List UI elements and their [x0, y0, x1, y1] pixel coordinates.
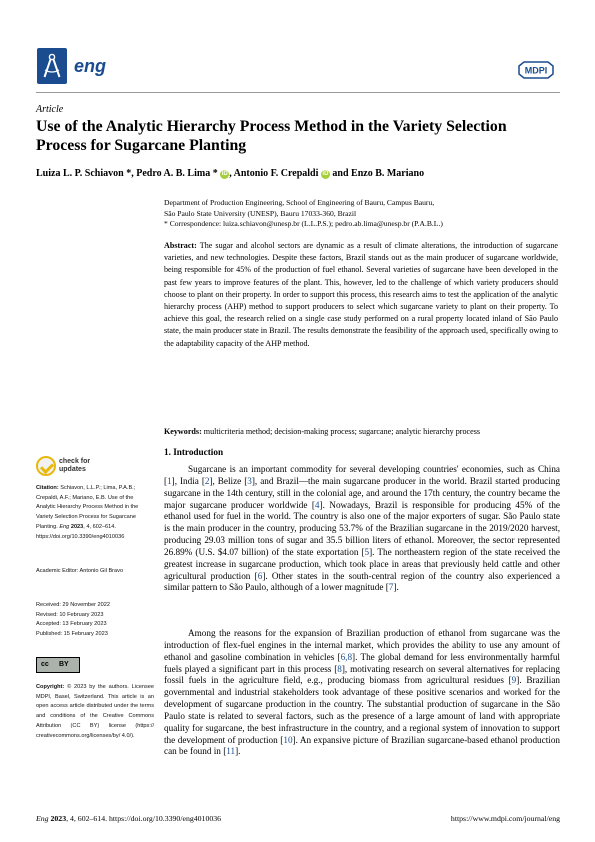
reference-link[interactable]: 2: [204, 475, 210, 486]
reference-link[interactable]: 7: [388, 582, 394, 593]
abstract-label: Abstract:: [164, 241, 197, 250]
cc-by-license-badge[interactable]: [36, 657, 80, 673]
abstract: [164, 240, 558, 350]
citation-label: Citation:: [36, 485, 59, 491]
body-text-run: ]. Nowadays, Brazil is responsible for producing 45% of the ethanol used for fuel in the world. The country is also one of the major exporters of sugar. São Paulo state is the main producer in the country, producing 53.7% of the Brazilian sugarcane in the 2019/2020 harvest, producing 29.03 million tons of sugar and 35.5 billion liters of ethanol. Moreover, the sector represented 26.89% (U.S. $4.07 billion) of the state exportation [: [164, 499, 560, 557]
dates-block: [36, 601, 154, 640]
reference-link[interactable]: 6: [257, 570, 263, 581]
footer-journal: Eng: [36, 814, 49, 823]
keywords-label: Keywords:: [164, 427, 202, 436]
affiliation-line: Department of Production Engineering, School of Engineering of Bauru, Campus Bauru,: [164, 198, 435, 207]
orcid-icon[interactable]: iD: [322, 171, 329, 177]
reference-link[interactable]: 8: [337, 663, 342, 674]
footer-doi[interactable]: , 4, 602–614. https://doi.org/10.3390/eng4010036: [66, 814, 222, 823]
copyright-text: © 2023 by the authors. Licensee MDPI, Basel, Switzerland. This article is an open access article distributed under the terms and conditions of the Creative Commons Attribution (CC BY) license (https:// creativecommons.org/licenses/by/ 4.0/).: [36, 684, 154, 739]
correspondence-line: * Correspondence: luiza.schiavon@unesp.br (L.L.P.S.); pedro.ab.lima@unesp.br (P.A.B.L.): [164, 219, 443, 228]
copyright-block: [36, 683, 154, 741]
header-divider: [36, 92, 560, 93]
citation-text: Schiavon, L.L.P.; Lima, P.A.B.; Crepaldi, A.F.; Mariano, E.B. Use of the Analytic Hierarchy Process Method in the Variety Selection Process for Sugarcane Planting.: [36, 485, 139, 530]
body-text-run: ], motivating research on several alternatives for replacing fossil fuels in the agriculture field, e.g., producing biomass from agricultural residues [: [164, 663, 560, 686]
by-badge-text: BY: [59, 661, 69, 668]
authors-part-3: and Enzo B. Mariano: [329, 168, 425, 179]
footer-year: 2023: [48, 814, 67, 823]
cc-badge-text: cc: [41, 661, 49, 668]
reference-link[interactable]: 3: [247, 475, 252, 486]
date-revised: Revised: 10 February 2023: [36, 611, 104, 618]
reference-link[interactable]: 10: [283, 734, 293, 745]
abstract-text: The sugar and alcohol sectors are dynamic as a result of climate alterations, the introduction of sugarcane varieties, and new technologies. Despite these factors, Brazil stands out as the main producer of sugarcane worldwide, being responsible for 45% of the production of fuel ethanol. Several varieties of sugarcane have been developed in the past few years to improve features of the plant. This, however, led to the challenge of which variety producers should choose to plant on their property. In order to support this process, this research aims to test the application of the analytic hierarchy process (AHP) method to support producers to select which sugarcane variety to plant on their property. To achieve this goal, the research relied on a single case study performed on a rural property located inland of São Paulo state, the main producer state in Brazil. The results demonstrate the feasibility of the approach used, specifically owing to the adaptability capacity of the AHP method.: [164, 241, 558, 348]
keywords: [164, 426, 558, 438]
body-text-run: ]. Other states in the south-central region of the country also experienced a similar pattern to São Paulo, although of a lower magnitude [: [164, 570, 560, 593]
keywords-text: multicriteria method; decision-making process; sugarcane; analytic hierarchy process: [201, 427, 481, 436]
body-text-run: ].: [235, 746, 241, 757]
citation-volume[interactable]: , 4, 602–614. https://doi.org/10.3390/eng4010036: [36, 523, 125, 540]
orcid-icon[interactable]: iD: [221, 171, 228, 177]
citation-year: 2023: [69, 523, 84, 530]
body-text-run: ]. Brazilian governmental and industrial stakeholders took advantage of these positive scenarios and worked for the development of sugarcane production in the country. The substantial production of sugarcane in the São Paulo state is related to several factors, such as the presence of a large amount of land with appropriate quality for sugarcane, the best infrastructure in the country, and a regional system of innovation to support the development of production [: [164, 675, 560, 745]
body-text-run: Sugarcane is an important commodity for several developing countries' economies, such as China [: [164, 464, 560, 486]
journal-logo: [37, 48, 67, 84]
article-title: Use of the Analytic Hierarchy Process Method in the Variety Selection Process for Sugarcane Planting: [36, 118, 507, 154]
date-published: Published: 15 February 2023: [36, 631, 108, 638]
academic-editor: Academic Editor: Antonio Gil Bravo: [36, 568, 124, 574]
paragraph-1: [164, 464, 560, 594]
date-accepted: Accepted: 13 February 2023: [36, 621, 107, 628]
mdpi-logo: [516, 60, 556, 80]
reference-link[interactable]: 11: [226, 746, 236, 757]
mdpi-logo-text: MDPI: [524, 65, 548, 76]
reference-link[interactable]: 5: [364, 546, 370, 557]
check-updates-line: check for: [59, 458, 91, 465]
date-received: Received: 29 November 2022: [36, 602, 111, 608]
article-type: Article: [36, 104, 64, 115]
body-text-run: ]. An expansive picture of Brazilian sugarcane-based ethanol production can be found in [: [164, 734, 561, 757]
reference-link[interactable]: 4: [314, 499, 320, 510]
body-text-run: ], and Brazil—the main sugarcane producer in the world. Brazil started producing sugarcane in the 14th century, still in the colonial age, and around the 17th century, the country became the major sugarcane producer worldwide [: [164, 475, 560, 510]
body-text-run: ].: [393, 582, 399, 593]
journal-name: eng: [74, 56, 107, 76]
footer-citation: [36, 814, 221, 823]
citation-block: [36, 484, 154, 542]
footer-journal-url[interactable]: https://www.mdpi.com/journal/eng: [450, 814, 560, 823]
checkmark-icon: [36, 456, 56, 476]
compass-icon: [37, 48, 67, 84]
body-text-run: Among the reasons for the expansion of Brazilian production of ethanol from sugarcane was the introduction of flex-fuel engines in the internal market, which provides the ability to use any amount of ethanol and gasoline combination in vehicles [: [164, 628, 560, 662]
affiliation-line: São Paulo State University (UNESP), Bauru 17033-360, Brazil: [164, 208, 357, 218]
check-updates-line: updates: [59, 466, 86, 473]
authors-part-1: Luiza L. P. Schiavon *, Pedro A. B. Lima *: [36, 168, 218, 179]
affiliation-block: [164, 198, 554, 230]
reference-link[interactable]: 9: [511, 675, 517, 686]
reference-link[interactable]: 1: [167, 475, 172, 486]
reference-link[interactable]: 6,8: [340, 651, 353, 662]
body-text-run: ], Belize [: [209, 475, 248, 486]
check-for-updates-badge[interactable]: [36, 456, 146, 478]
paragraph-2: [164, 628, 560, 758]
citation-journal: Eng: [59, 523, 70, 530]
section-heading: 1. Introduction: [164, 447, 224, 457]
author-list: [36, 168, 424, 179]
body-text-run: ]. The northeastern region of the state received the greatest increase in sugarcane production, which took place in areas that previously held cattle and other agricultural production [: [164, 546, 560, 581]
copyright-label: Copyright:: [36, 684, 65, 690]
body-text-run: ]. The global demand for less environmentally harmful fuels played a significant part in this process [: [164, 651, 560, 674]
body-text-run: ], India [: [171, 475, 205, 486]
authors-part-2: , Antonio F. Crepaldi: [229, 168, 319, 179]
